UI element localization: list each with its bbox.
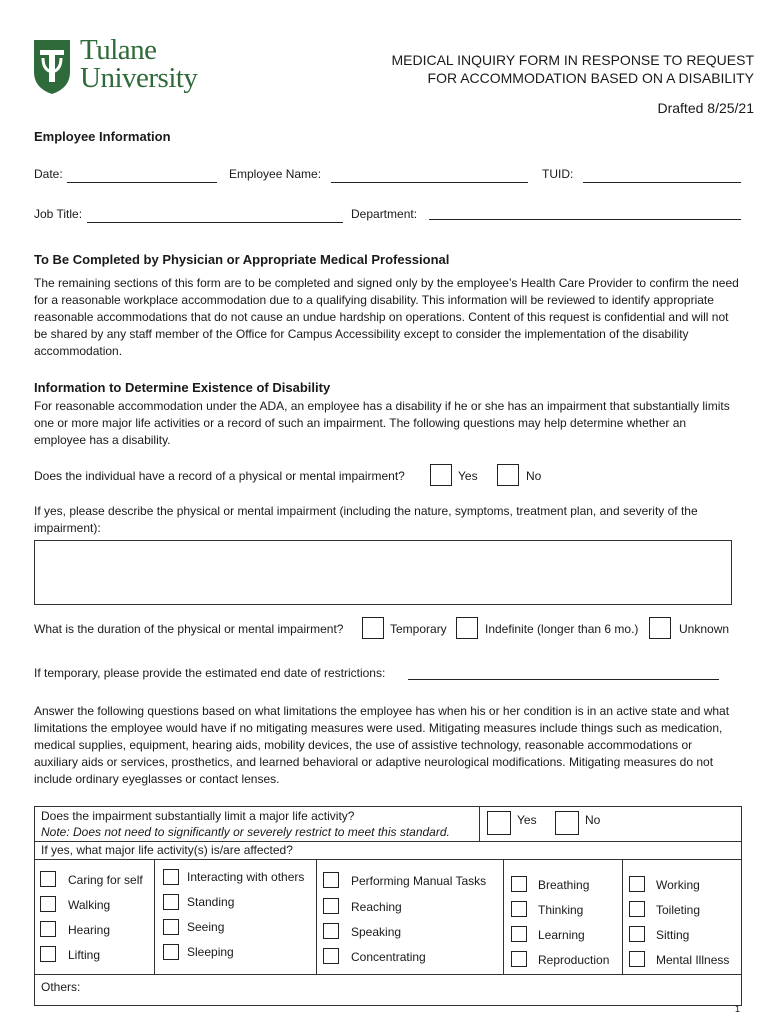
reproduction-checkbox[interactable]: [511, 951, 527, 967]
activity-label: Walking: [68, 898, 111, 912]
activity-label: Interacting with others: [187, 870, 305, 884]
activity-label: Lifting: [68, 948, 101, 962]
limit-no-checkbox[interactable]: [555, 811, 579, 835]
activity-label: Thinking: [538, 903, 584, 917]
activity-label: Learning: [538, 928, 585, 942]
activity-label: Speaking: [351, 925, 402, 939]
learning-checkbox[interactable]: [511, 926, 527, 942]
activity-column-4: [504, 860, 623, 975]
unknown-checkbox[interactable]: [649, 617, 671, 639]
sitting-checkbox[interactable]: [629, 926, 645, 942]
activity-column-2: [155, 860, 317, 975]
end-date-label: If temporary, please provide the estimated end date of restrictions:: [34, 666, 386, 680]
existence-paragraph: For reasonable accommodation under the ADA, an employee has a disability if he or she has an impairment that substantially limits one or more major life activities or a record of such an impairment. The following questions may help determine whether an employee has a disability.: [34, 399, 730, 447]
activity-label: Mental Illness: [656, 953, 730, 967]
speaking-checkbox[interactable]: [323, 923, 339, 939]
tuid-field[interactable]: [583, 182, 741, 183]
existence-heading: Information to Determine Existence of Disability: [34, 380, 331, 395]
thinking-checkbox[interactable]: [511, 901, 527, 917]
physician-heading: To Be Completed by Physician or Appropriate Medical Professional: [34, 252, 450, 267]
activity-label: Working: [656, 878, 700, 892]
limit-yes-label: Yes: [517, 813, 537, 827]
employee-name-label: Employee Name:: [229, 167, 322, 181]
activity-label: Hearing: [68, 923, 111, 937]
tulane-shield-icon: [32, 38, 72, 96]
activity-label: Reaching: [351, 900, 402, 914]
activity-label: Seeing: [187, 920, 225, 934]
seeing-checkbox[interactable]: [163, 919, 179, 935]
drafted-date: Drafted 8/25/21: [657, 100, 754, 116]
indefinite-checkbox[interactable]: [456, 617, 478, 639]
tuid-label: TUID:: [542, 167, 574, 181]
toileting-checkbox[interactable]: [629, 901, 645, 917]
temporary-checkbox[interactable]: [362, 617, 384, 639]
activity-label: Sitting: [656, 928, 690, 942]
working-checkbox[interactable]: [629, 876, 645, 892]
others-label: Others:: [41, 980, 81, 994]
job-title-field[interactable]: [87, 222, 343, 223]
limit-answer-cell: [480, 807, 741, 842]
unknown-label: Unknown: [679, 622, 730, 636]
date-field[interactable]: [67, 182, 217, 183]
standing-checkbox[interactable]: [163, 894, 179, 910]
sleeping-checkbox[interactable]: [163, 944, 179, 960]
job-title-label: Job Title:: [34, 207, 83, 221]
manual-tasks-checkbox[interactable]: [323, 872, 339, 888]
limit-no-label: No: [585, 813, 601, 827]
duration-question: What is the duration of the physical or mental impairment?: [34, 622, 344, 636]
record-no-checkbox[interactable]: [497, 464, 519, 486]
logo-wordmark: Tulane University: [80, 34, 198, 94]
end-date-field[interactable]: [408, 679, 719, 680]
page-number: 1: [734, 1004, 740, 1014]
activity-label: Sleeping: [187, 945, 234, 959]
lifting-checkbox[interactable]: [40, 946, 56, 962]
form-title: MEDICAL INQUIRY FORM IN RESPONSE TO REQUEST FOR ACCOMMODATION BASED ON A DISABILITY: [391, 52, 754, 86]
activity-column-1: [35, 860, 155, 975]
describe-instruction: If yes, please describe the physical or mental impairment (including the nature, symptoms, treatment plan, and severity of the impairment):: [34, 504, 698, 535]
impairment-description-textarea[interactable]: [34, 540, 732, 605]
employee-info-heading: Employee Information: [34, 129, 171, 144]
department-field[interactable]: [429, 219, 741, 220]
limit-yes-checkbox[interactable]: [487, 811, 511, 835]
activity-label: Toileting: [656, 903, 701, 917]
walking-checkbox[interactable]: [40, 896, 56, 912]
record-question: Does the individual have a record of a physical or mental impairment?: [34, 469, 405, 483]
concentrating-checkbox[interactable]: [323, 948, 339, 964]
mental-illness-checkbox[interactable]: [629, 951, 645, 967]
physician-paragraph: The remaining sections of this form are to be completed and signed only by the employee’s Health Care Provider to confirm the need for a reasonable workplace accommodation due to a qualifying disability. This information will be reviewed to identify appropriate reasonable accommodations that do not cause an undue hardship on operations. Content of this request is confidential and will not be shared by any staff member of the Office for Campus Accessibility except to consider the implementation of the disability accommodation.: [34, 276, 739, 358]
limit-question: Does the impairment substantially limit a major life activity?: [41, 809, 355, 823]
department-label: Department:: [351, 207, 418, 221]
activity-label: Caring for self: [68, 873, 143, 887]
hearing-checkbox[interactable]: [40, 921, 56, 937]
activity-label: Reproduction: [538, 953, 610, 967]
caring-for-self-checkbox[interactable]: [40, 871, 56, 887]
record-yes-checkbox[interactable]: [430, 464, 452, 486]
affected-label: If yes, what major life activity(s) is/are affected?: [41, 843, 293, 857]
major-life-activity-table: [34, 806, 742, 1006]
others-field[interactable]: [95, 977, 735, 1001]
employee-name-field[interactable]: [331, 182, 528, 183]
indefinite-label: Indefinite (longer than 6 mo.): [485, 622, 639, 636]
mitigating-paragraph: Answer the following questions based on what limitations the employee has when his or her condition is in an active state and what limitations the employee would have if no mitigating measures were used. Mitigating measures include things such as medication, medical supplies, equipment, hearing aids, mobility devices, the use of assistive technology, reasonable accommodations or auxiliary aids or services, prosthetics, and learned behavioral or adaptive neurological modifications. Mitigating measures do not include ordinary eyeglasses or contact lenses.: [34, 704, 730, 786]
reaching-checkbox[interactable]: [323, 898, 339, 914]
record-no-label: No: [526, 469, 542, 483]
limit-note: Note: Does not need to significantly or severely restrict to meet this standard.: [41, 825, 450, 839]
limit-question-cell: [35, 807, 480, 842]
activity-column-5: [623, 860, 741, 975]
affected-row: [35, 842, 741, 860]
tulane-logo: [32, 36, 207, 100]
activity-label: Breathing: [538, 878, 590, 892]
activity-label: Concentrating: [351, 950, 426, 964]
activity-column-3: [317, 860, 504, 975]
date-label: Date:: [34, 167, 63, 181]
temporary-label: Temporary: [390, 622, 447, 636]
breathing-checkbox[interactable]: [511, 876, 527, 892]
record-yes-label: Yes: [458, 469, 478, 483]
interacting-checkbox[interactable]: [163, 869, 179, 885]
activity-label: Performing Manual Tasks: [351, 874, 487, 888]
activity-label: Standing: [187, 895, 235, 909]
